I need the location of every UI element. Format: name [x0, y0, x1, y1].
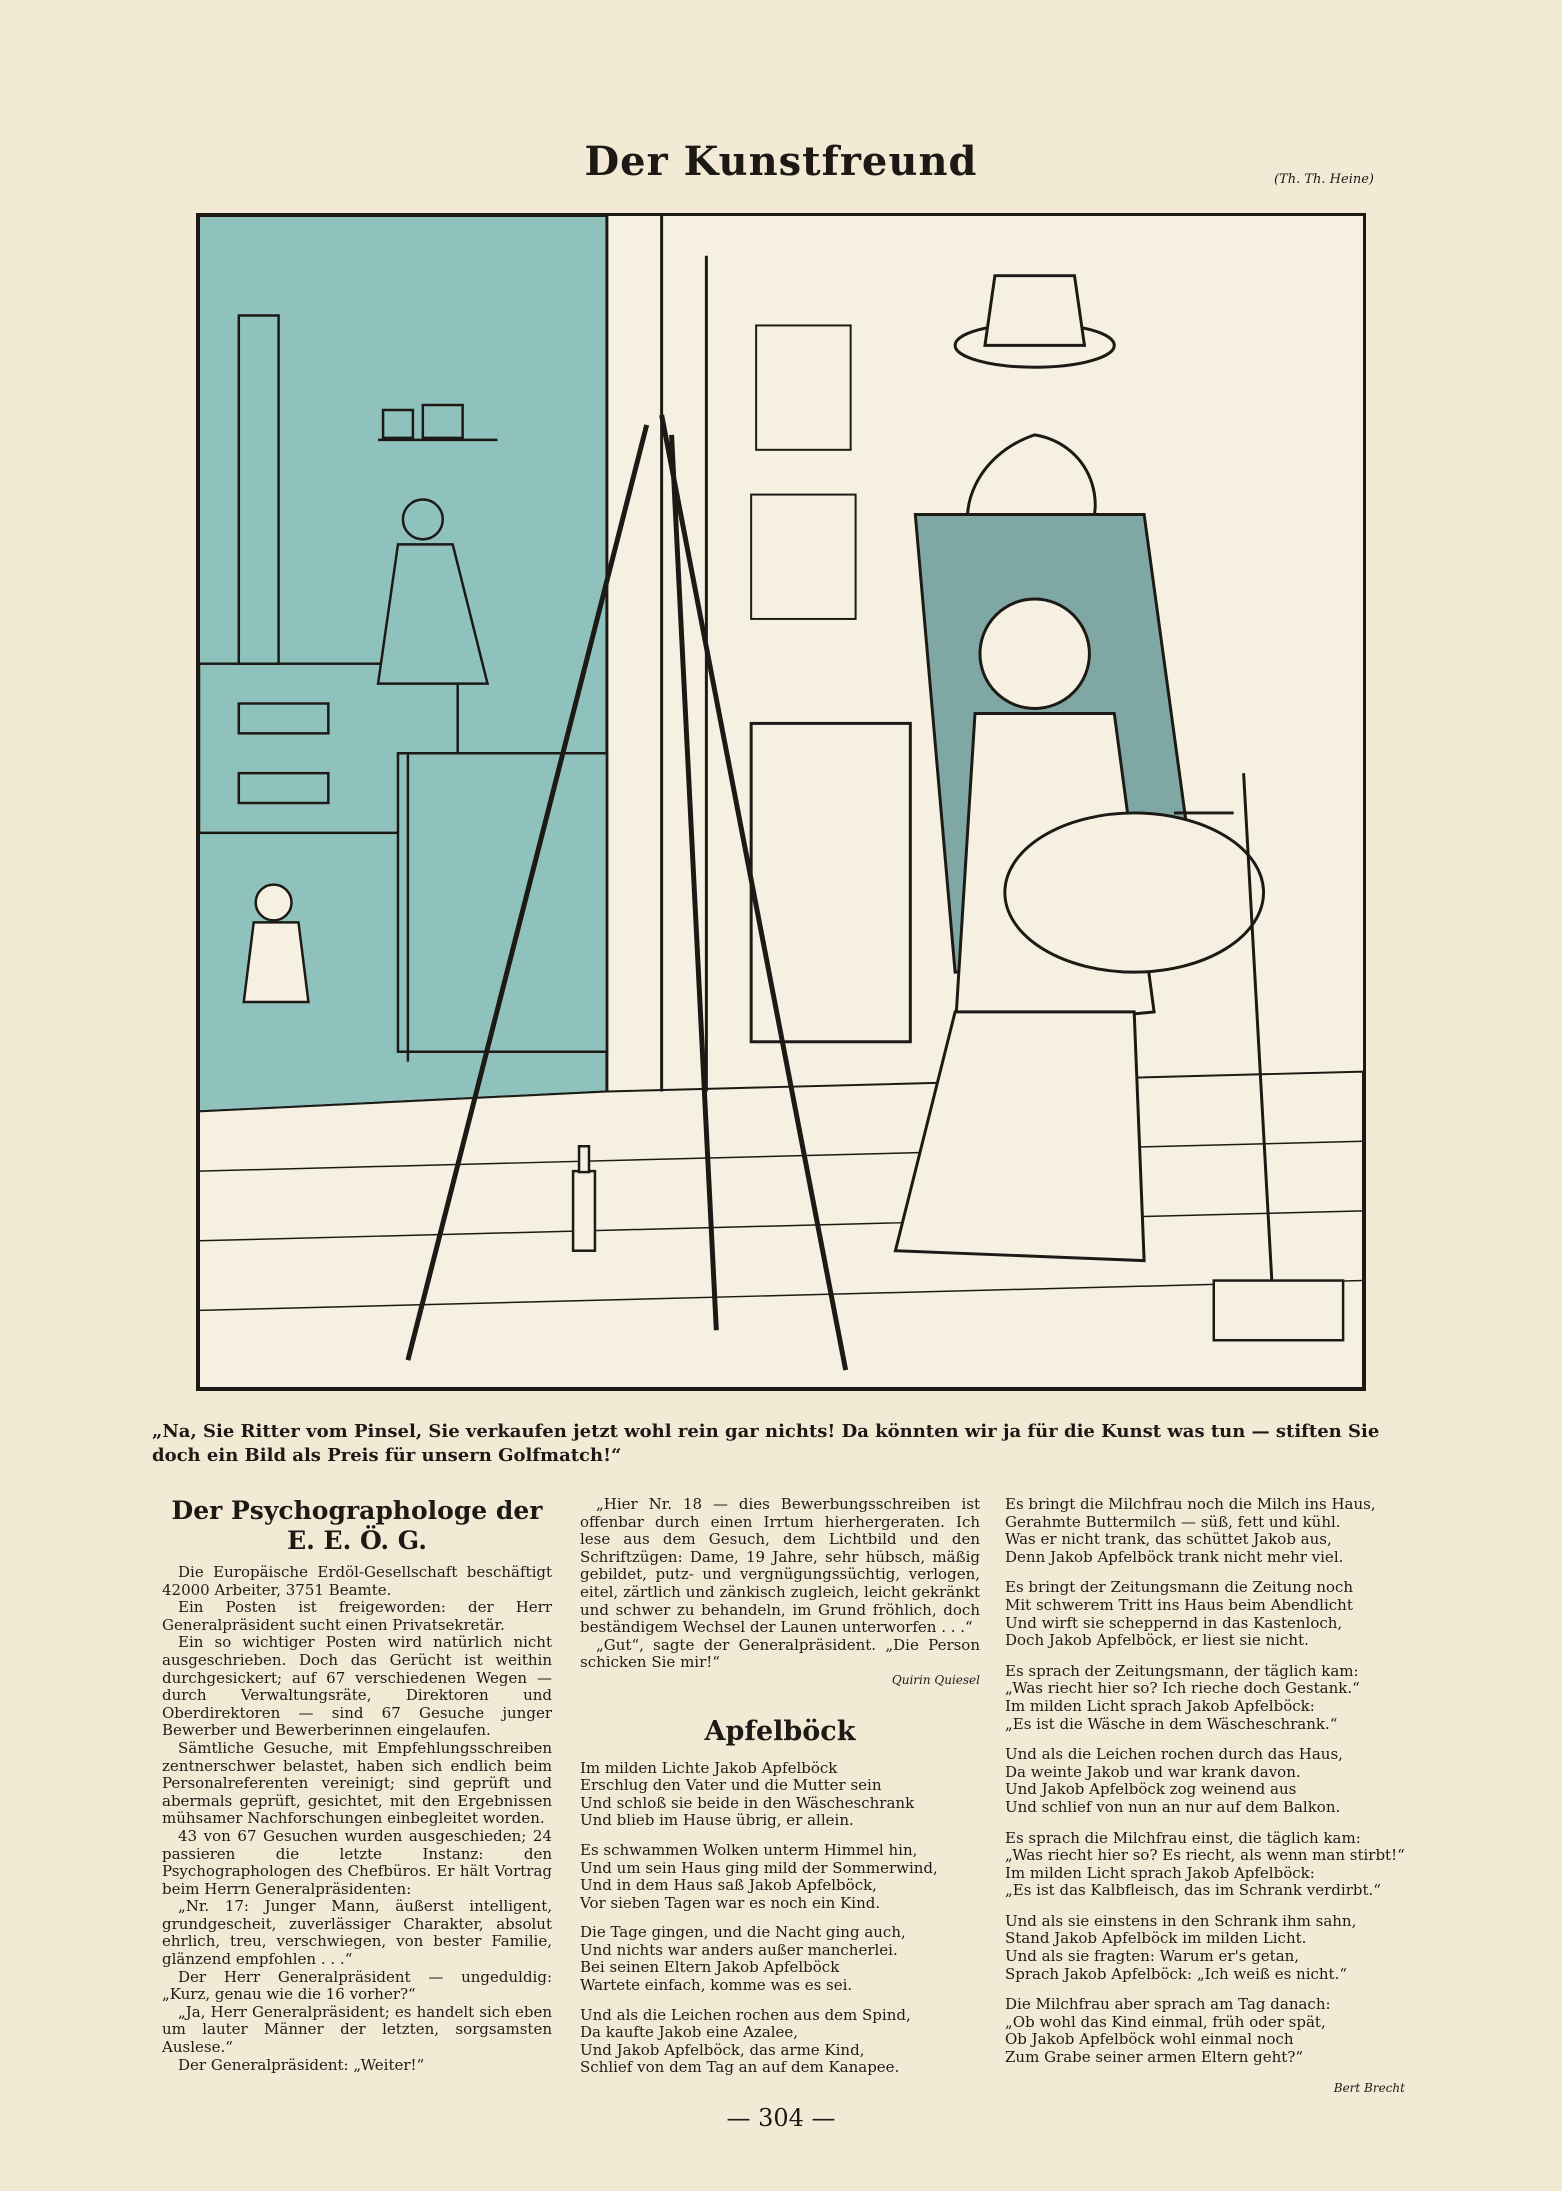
poem-heading: Apfelböck	[704, 1715, 856, 1747]
poem-stanza	[1005, 1996, 1405, 2066]
paragraph: Die Europäische Erdöl-Gesellschaft beschäftigt 42000 Arbeiter, 3751 Beamte.	[162, 1563, 552, 1599]
poem-author: Bert Brecht	[1333, 2080, 1405, 2095]
verse-line: Mit schwerem Tritt ins Haus beim Abendlicht	[1005, 1595, 1353, 1614]
verse-line: Im milden Licht sprach Jakob Apfelböck:	[1005, 1696, 1315, 1715]
verse-line: Es sprach der Zeitungsmann, der täglich kam:	[1005, 1661, 1359, 1680]
paragraph: „Nr. 17: Junger Mann, äußerst intelligent, grundgescheit, zuverlässiger Charakter, absolut ehrlich, treu, verschwiegen, von bester Familie, glänzend empfohlen . . .“	[162, 1897, 552, 1969]
paragraph: „Gut“, sagte der Generalpräsident. „Die Person schicken Sie mir!“	[580, 1635, 980, 1672]
verse-line: Es schwammen Wolken unterm Himmel hin,	[580, 1840, 918, 1859]
verse-line: Und um sein Haus ging mild der Sommerwind,	[580, 1858, 938, 1877]
column-1	[162, 1496, 552, 2074]
poem-stanza	[580, 2007, 980, 2077]
article-heading	[162, 1496, 552, 1556]
poem-stanza	[1005, 1663, 1405, 1733]
verse-line: Und schloß sie beide in den Wäscheschrank	[580, 1793, 915, 1812]
verse-line: Die Milchfrau aber sprach am Tag danach:	[1005, 1995, 1331, 2014]
bed	[398, 753, 607, 1061]
cartoon-caption: „Na, Sie Ritter vom Pinsel, Sie verkaufen jetzt wohl rein gar nichts! Da könnten wir ja für die Kunst was tun — stiften Sie doch ein Bild als Preis für unsern Golfmatch!“	[152, 1421, 1380, 1466]
verse-line: Vor sieben Tagen war es noch ein Kind.	[580, 1893, 881, 1912]
verse-line: „Es ist das Kalbfleisch, das im Schrank verdirbt.“	[1005, 1881, 1381, 1900]
verse-line: Und blieb im Hause übrig, er allein.	[580, 1811, 854, 1830]
paragraph: Der Herr Generalpräsident — ungeduldig: „Kurz, genau wie die 16 vorher?“	[162, 1967, 552, 2004]
verse-line: Es bringt der Zeitungsmann die Zeitung noch	[1005, 1578, 1354, 1597]
verse-line: Und wirft sie scheppernd in das Kastenloch,	[1005, 1613, 1343, 1632]
poem-stanza	[1005, 1830, 1405, 1900]
verse-line: Und als sie fragten: Warum er's getan,	[1005, 1947, 1300, 1966]
verse-line: Gerahmte Buttermilch — süß, fett und kühl.	[1005, 1512, 1341, 1531]
paragraph: Sämtliche Gesuche, mit Empfehlungsschreiben zentnerschwer belastet, haben sich endlich beim Personalreferenten vereinigt; sind geprüft und abermals geprüft, gesichtet, mit den Ergebnissen mühsamer Nachforschungen einbegleitet worden.	[162, 1738, 552, 1828]
verse-line: Ob Jakob Apfelböck wohl einmal noch	[1005, 2030, 1294, 2049]
verse-line: „Was riecht hier so? Es riecht, als wenn man stirbt!“	[1005, 1846, 1405, 1865]
verse-line: Und als die Leichen rochen durch das Haus,	[1005, 1745, 1343, 1764]
poem-stanza	[580, 1924, 980, 1994]
verse-line: Da kaufte Jakob eine Azalee,	[580, 2023, 799, 2042]
verse-line: „Es ist die Wäsche in dem Wäscheschrank.“	[1005, 1714, 1338, 1733]
verse-line: Und in dem Haus saß Jakob Apfelböck,	[580, 1876, 877, 1895]
poem-stanza	[1005, 1746, 1405, 1816]
poem-stanza	[580, 1760, 980, 1830]
verse-line: Bei seinen Eltern Jakob Apfelböck	[580, 1958, 840, 1977]
verse-line: Stand Jakob Apfelböck im milden Licht.	[1005, 1929, 1307, 1948]
poem-stanza	[1005, 1913, 1405, 1983]
verse-line: Es sprach die Milchfrau einst, die täglich kam:	[1005, 1828, 1361, 1847]
cartoon-drawing	[199, 216, 1363, 1388]
paragraph: „Ja, Herr Generalpräsident; es handelt sich eben um lauter Männer der letzten, sorgsamsten Auslese.“	[162, 2002, 552, 2057]
verse-line: Im milden Licht sprach Jakob Apfelböck:	[1005, 1863, 1315, 1882]
verse-line: Wartete einfach, komme was es sei.	[580, 1976, 853, 1995]
paragraph: Ein Posten ist freigeworden: der Herr Generalpräsident sucht einen Privatsekretär.	[162, 1598, 552, 1634]
cartoon-illustration	[196, 213, 1366, 1391]
article-heading-line-2: E. E. Ö. G.	[287, 1526, 427, 1555]
page-number: — 304 —	[726, 2104, 836, 2132]
paragraph: Der Generalpräsident: „Weiter!“	[178, 2055, 425, 2074]
column-2	[580, 1496, 980, 2089]
illustrator-credit: (Th. Th. Heine)	[1273, 172, 1374, 187]
studio-floor	[199, 1072, 1363, 1388]
verse-line: Da weinte Jakob und war krank davon.	[1005, 1762, 1301, 1781]
verse-line: Und als sie einstens in den Schrank ihm sahn,	[1005, 1911, 1357, 1930]
verse-line: Und Jakob Apfelböck zog weinend aus	[1005, 1780, 1297, 1799]
column-3	[1005, 1496, 1405, 2097]
verse-line: „Was riecht hier so? Ich rieche doch Gestank.“	[1005, 1679, 1360, 1698]
verse-line: Und Jakob Apfelböck, das arme Kind,	[580, 2040, 865, 2059]
page-title: Der Kunstfreund	[584, 138, 978, 185]
poem-stanza	[1005, 1496, 1405, 1566]
verse-line: Es bringt die Milchfrau noch die Milch ins Haus,	[1005, 1495, 1376, 1513]
verse-line: Und als die Leichen rochen aus dem Spind,	[580, 2005, 911, 2024]
verse-line: Erschlug den Vater und die Mutter sein	[580, 1776, 882, 1795]
paragraph: 43 von 67 Gesuchen wurden ausgeschieden; 24 passieren die letzte Instanz: den Psychographologen des Chefbüros. Er hält Vortrag beim Herrn Generalpräsidenten:	[162, 1826, 552, 1898]
verse-line: Zum Grabe seiner armen Eltern geht?“	[1005, 2048, 1304, 2067]
verse-line: Im milden Lichte Jakob Apfelböck	[580, 1758, 838, 1777]
article-author: Quirin Quiesel	[891, 1672, 980, 1687]
verse-line: „Ob wohl das Kind einmal, früh oder spät,	[1005, 2012, 1326, 2031]
poem-stanza	[1005, 1579, 1405, 1649]
verse-line: Die Tage gingen, und die Nacht ging auch,	[580, 1923, 906, 1942]
paragraph: Ein so wichtiger Posten wird natürlich nicht ausgeschrieben. Doch das Gerücht ist weithin durchgesickert; auf 67 verschiedenen Wegen — durch Verwaltungsräte, Direktoren und Oberdirektoren — sind 67 Gesuche junger Bewerber und Bewerberinnen eingelaufen.	[162, 1633, 552, 1740]
verse-line: Doch Jakob Apfelböck, er liest sie nicht.	[1005, 1631, 1309, 1650]
verse-line: Was er nicht trank, das schüttet Jakob aus,	[1005, 1530, 1332, 1549]
verse-line: Und schlief von nun an nur auf dem Balkon.	[1005, 1797, 1341, 1816]
poem-stanza	[580, 1842, 980, 1912]
paint-box	[1214, 1281, 1343, 1341]
paragraph: „Hier Nr. 18 — dies Bewerbungsschreiben ist offenbar durch einen Irrtum hierhergeraten. Ich lese aus dem Gesuch, dem Lichtbild und den Schriftzügen: Dame, 19 Jahre, sehr hübsch, mäßig gebildet, putz- und vergnügungssüchtig, verlogen, eitel, zärtlich und zänkisch zugleich, leicht gekränkt und schwer zu behandeln, im Grund fröhlich, doch beständigem Wechsel der Launen unterworfen . . .“	[580, 1495, 980, 1637]
verse-line: Schlief von dem Tag an auf dem Kanapee.	[580, 2058, 900, 2077]
verse-line: Denn Jakob Apfelböck trank nicht mehr viel.	[1005, 1547, 1344, 1566]
verse-line: Sprach Jakob Apfelböck: „Ich weiß es nicht.“	[1005, 1964, 1348, 1983]
verse-line: Und nichts war anders außer mancherlei.	[580, 1940, 898, 1959]
article-heading-line-1: Der Psychographologe der	[171, 1496, 543, 1525]
